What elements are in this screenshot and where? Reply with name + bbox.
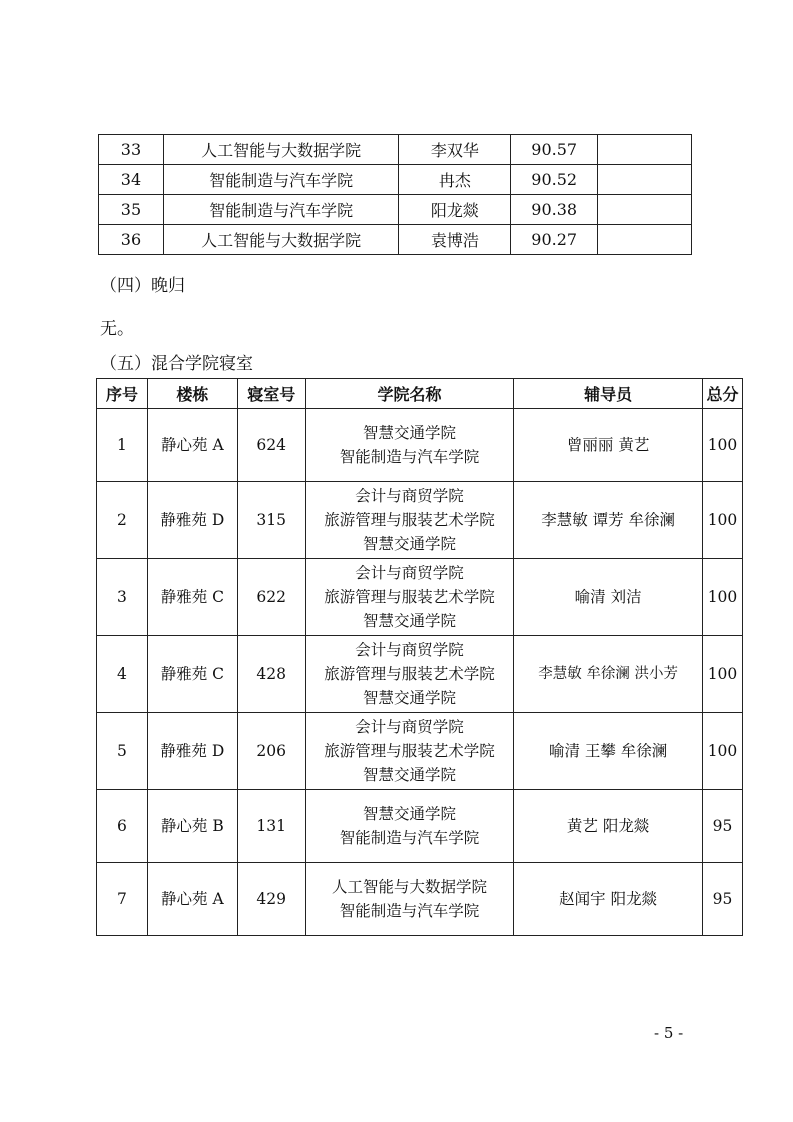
score-cell: 95	[702, 863, 742, 936]
section-four-heading: （四）晚归	[100, 276, 185, 296]
college-name: 智慧交通学院	[362, 424, 456, 442]
college-name: 智慧交通学院	[362, 805, 456, 823]
colleges-cell	[305, 409, 514, 482]
college-name: 智能制造与汽车学院	[339, 902, 480, 920]
building-cell: 静雅苑 C	[147, 559, 237, 636]
score-cell: 90.52	[511, 165, 598, 195]
building-cell: 静心苑 A	[147, 863, 237, 936]
header-room: 寝室号	[237, 379, 305, 409]
table-row	[97, 790, 743, 863]
room-cell: 315	[237, 482, 305, 559]
student-name-cell: 李双华	[399, 135, 511, 165]
college-name: 旅游管理与服装艺术学院	[324, 742, 495, 760]
index-cell: 2	[97, 482, 148, 559]
table-row	[99, 225, 692, 255]
score-cell: 100	[702, 713, 742, 790]
header-index: 序号	[97, 379, 148, 409]
note-cell	[598, 225, 692, 255]
table-row	[97, 863, 743, 936]
counselors-cell: 赵闻宇 阳龙燚	[514, 863, 703, 936]
college-cell: 智能制造与汽车学院	[163, 195, 399, 225]
room-cell: 622	[237, 559, 305, 636]
colleges-cell	[305, 636, 514, 713]
room-cell: 428	[237, 636, 305, 713]
score-cell: 100	[702, 636, 742, 713]
index-cell: 7	[97, 863, 148, 936]
rank-cell: 35	[99, 195, 164, 225]
college-name: 旅游管理与服装艺术学院	[324, 665, 495, 683]
index-cell: 4	[97, 636, 148, 713]
table-header-row	[97, 379, 743, 409]
table-row	[99, 165, 692, 195]
ranking-table-continued	[98, 134, 692, 255]
note-cell	[598, 135, 692, 165]
college-name: 会计与商贸学院	[355, 487, 464, 505]
score-cell: 90.27	[511, 225, 598, 255]
table-row	[97, 559, 743, 636]
college-name: 会计与商贸学院	[355, 718, 464, 736]
counselors-cell: 李慧敏 牟徐澜 洪小芳	[514, 636, 703, 713]
building-cell: 静雅苑 D	[147, 482, 237, 559]
rank-cell: 36	[99, 225, 164, 255]
counselors-cell: 曾丽丽 黄艺	[514, 409, 703, 482]
room-cell: 206	[237, 713, 305, 790]
college-name: 智能制造与汽车学院	[339, 829, 480, 847]
score-cell: 100	[702, 409, 742, 482]
college-name: 人工智能与大数据学院	[331, 878, 487, 896]
rank-cell: 34	[99, 165, 164, 195]
note-cell	[598, 195, 692, 225]
college-cell: 人工智能与大数据学院	[163, 225, 399, 255]
colleges-cell	[305, 482, 514, 559]
score-cell: 90.57	[511, 135, 598, 165]
student-name-cell: 冉杰	[399, 165, 511, 195]
counselors-cell: 喻清 王攀 牟徐澜	[514, 713, 703, 790]
header-counselors: 辅导员	[514, 379, 703, 409]
colleges-cell	[305, 863, 514, 936]
score-cell: 90.38	[511, 195, 598, 225]
index-cell: 6	[97, 790, 148, 863]
college-name: 旅游管理与服装艺术学院	[324, 511, 495, 529]
section-five-heading: （五）混合学院寝室	[100, 354, 253, 374]
college-name: 旅游管理与服装艺术学院	[324, 588, 495, 606]
college-name: 智能制造与汽车学院	[339, 448, 480, 466]
college-cell: 智能制造与汽车学院	[163, 165, 399, 195]
table-row	[99, 195, 692, 225]
college-name: 智慧交通学院	[362, 535, 456, 553]
room-cell: 624	[237, 409, 305, 482]
score-cell: 95	[702, 790, 742, 863]
table-row	[99, 135, 692, 165]
note-cell	[598, 165, 692, 195]
college-name: 智慧交通学院	[362, 689, 456, 707]
room-cell: 429	[237, 863, 305, 936]
index-cell: 1	[97, 409, 148, 482]
table-row	[97, 636, 743, 713]
score-cell: 100	[702, 559, 742, 636]
counselors-cell: 黄艺 阳龙燚	[514, 790, 703, 863]
table-row	[97, 409, 743, 482]
colleges-cell	[305, 559, 514, 636]
counselors-cell: 李慧敏 谭芳 牟徐澜	[514, 482, 703, 559]
header-building: 楼栋	[147, 379, 237, 409]
room-cell: 131	[237, 790, 305, 863]
building-cell: 静心苑 B	[147, 790, 237, 863]
counselors-cell: 喻清 刘洁	[514, 559, 703, 636]
section-four-content: 无。	[100, 319, 134, 339]
college-name: 智慧交通学院	[362, 612, 456, 630]
building-cell: 静雅苑 D	[147, 713, 237, 790]
rank-cell: 33	[99, 135, 164, 165]
score-cell: 100	[702, 482, 742, 559]
colleges-cell	[305, 790, 514, 863]
building-cell: 静心苑 A	[147, 409, 237, 482]
building-cell: 静雅苑 C	[147, 636, 237, 713]
mixed-college-dorm-table	[96, 378, 743, 936]
college-name: 智慧交通学院	[362, 766, 456, 784]
header-score: 总分	[702, 379, 742, 409]
college-cell: 人工智能与大数据学院	[163, 135, 399, 165]
index-cell: 3	[97, 559, 148, 636]
student-name-cell: 袁博浩	[399, 225, 511, 255]
colleges-cell	[305, 713, 514, 790]
header-colleges: 学院名称	[305, 379, 514, 409]
college-name: 会计与商贸学院	[355, 564, 464, 582]
college-name: 会计与商贸学院	[355, 641, 464, 659]
student-name-cell: 阳龙燚	[399, 195, 511, 225]
index-cell: 5	[97, 713, 148, 790]
page-number: - 5 -	[654, 1024, 684, 1042]
table-row	[97, 713, 743, 790]
table-row	[97, 482, 743, 559]
